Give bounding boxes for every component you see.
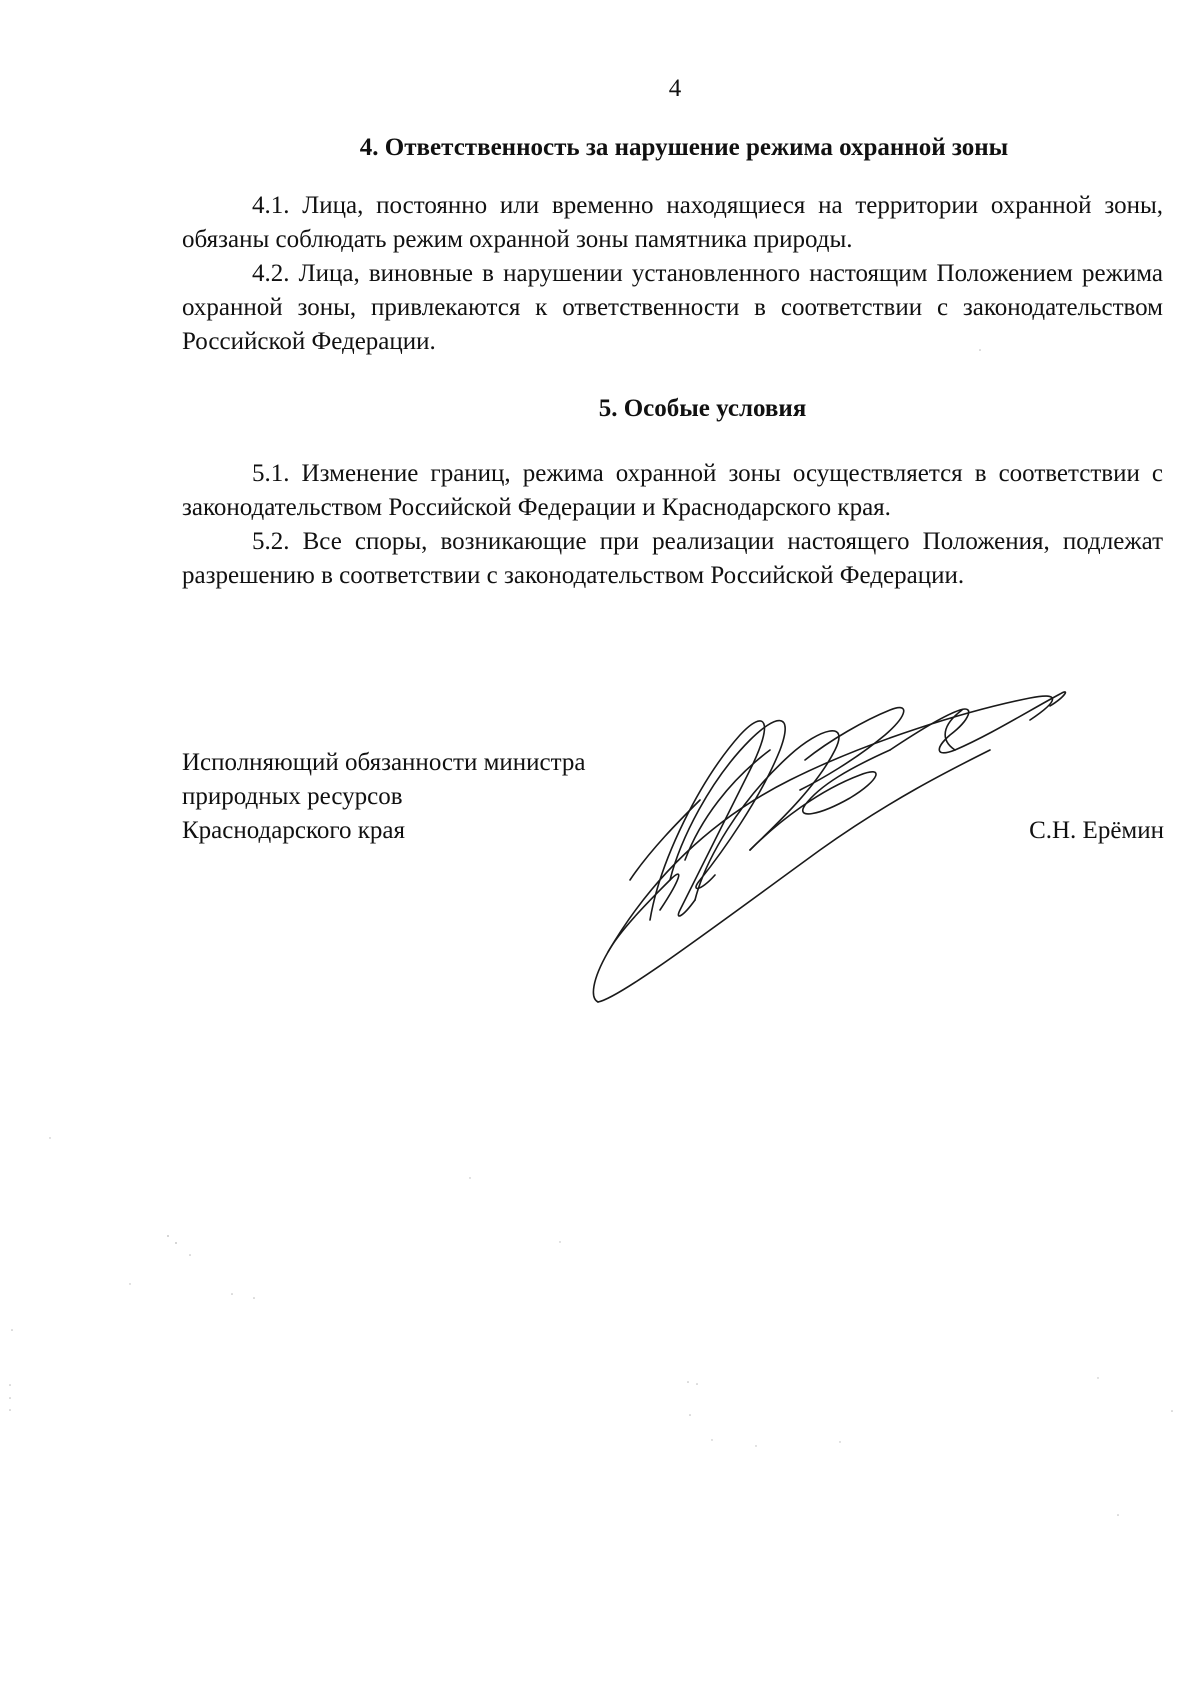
section-5-title: 5. Особые условия <box>598 395 807 422</box>
signer-position <box>182 746 585 848</box>
signer-position-line-2: природных ресурсов <box>182 783 403 810</box>
signer-position-line-1: Исполняющий обязанности министра <box>182 749 586 776</box>
signer-name: С.Н. Ерёмин <box>1029 817 1164 844</box>
paragraph-5-1: 5.1. Изменение границ, режима охранной зоны осуществляется в соответствии с законодательством Российской Федерации и Краснодарского края. <box>182 460 1163 521</box>
section-4-title: 4. Ответственность за нарушение режима охранной зоны <box>359 134 1009 161</box>
paragraph-5-2: 5.2. Все споры, возникающие при реализации настоящего Положения, подлежат разрешению в соответствии с законодательством Российской Федерации. <box>182 528 1163 589</box>
paragraph-4-2: 4.2. Лица, виновные в нарушении установленного настоящим Положением режима охранной зоны, привлекаются к ответственности в соответствии с законодательством Российской Федерации. <box>182 260 1163 355</box>
paragraph-4-1: 4.1. Лица, постоянно или временно находящиеся на территории охранной зоны, обязаны соблюдать режим охранной зоны памятника природы. <box>182 192 1163 253</box>
document-body <box>182 128 1163 593</box>
page-number: 4 <box>668 75 682 102</box>
signer-position-line-3: Краснодарского края <box>182 817 405 844</box>
handwritten-signature <box>590 680 1150 1020</box>
